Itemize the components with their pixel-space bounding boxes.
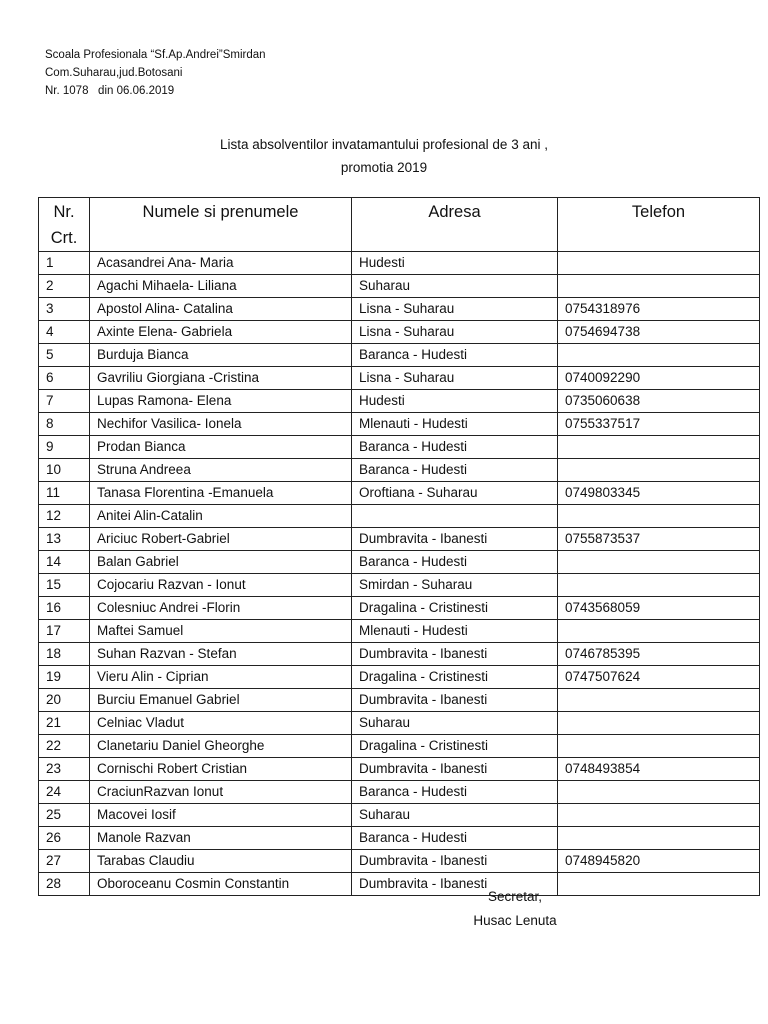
table-row — [39, 482, 760, 505]
row-number: 7 — [39, 390, 90, 413]
row-number: 10 — [39, 459, 90, 482]
row-number: 15 — [39, 574, 90, 597]
student-phone: 0743568059 — [558, 597, 760, 620]
table-body — [39, 252, 760, 896]
student-name: Acasandrei Ana- Maria — [90, 252, 352, 275]
student-address: Baranca - Hudesti — [352, 781, 558, 804]
row-number: 20 — [39, 689, 90, 712]
row-number: 2 — [39, 275, 90, 298]
header-phone: Telefon — [558, 198, 760, 252]
student-address — [352, 505, 558, 528]
student-phone — [558, 620, 760, 643]
student-phone: 0749803345 — [558, 482, 760, 505]
student-name: Prodan Bianca — [90, 436, 352, 459]
row-number: 8 — [39, 413, 90, 436]
student-phone — [558, 827, 760, 850]
row-number: 21 — [39, 712, 90, 735]
row-number: 22 — [39, 735, 90, 758]
table-row — [39, 367, 760, 390]
table-row — [39, 574, 760, 597]
header-crt: Crt. — [50, 229, 78, 247]
row-number: 23 — [39, 758, 90, 781]
table-row — [39, 827, 760, 850]
student-name: Struna Andreea — [90, 459, 352, 482]
table-row — [39, 758, 760, 781]
student-phone — [558, 436, 760, 459]
student-name: Burduja Bianca — [90, 344, 352, 367]
student-name: Celniac Vladut — [90, 712, 352, 735]
student-phone: 0747507624 — [558, 666, 760, 689]
table-row — [39, 873, 760, 896]
table-row — [39, 551, 760, 574]
student-name: Cornischi Robert Cristian — [90, 758, 352, 781]
table-row — [39, 344, 760, 367]
table-row — [39, 275, 760, 298]
school-address: Com.Suharau,jud.Botosani — [45, 67, 183, 79]
table-row — [39, 689, 760, 712]
student-address: Suharau — [352, 804, 558, 827]
table-row — [39, 781, 760, 804]
student-address: Smirdan - Suharau — [352, 574, 558, 597]
student-name: Vieru Alin - Ciprian — [90, 666, 352, 689]
row-number: 26 — [39, 827, 90, 850]
student-phone — [558, 574, 760, 597]
student-name: Axinte Elena- Gabriela — [90, 321, 352, 344]
row-number: 6 — [39, 367, 90, 390]
row-number: 9 — [39, 436, 90, 459]
student-address: Dumbravita - Ibanesti — [352, 689, 558, 712]
header-nr: Nr. — [53, 203, 75, 221]
student-phone — [558, 551, 760, 574]
student-name: Gavriliu Giorgiana -Cristina — [90, 367, 352, 390]
student-address: Dumbravita - Ibanesti — [352, 850, 558, 873]
student-name: Balan Gabriel — [90, 551, 352, 574]
student-address: Dumbravita - Ibanesti — [352, 758, 558, 781]
table-row — [39, 505, 760, 528]
row-number: 25 — [39, 804, 90, 827]
row-number: 4 — [39, 321, 90, 344]
student-name: Ariciuc Robert-Gabriel — [90, 528, 352, 551]
student-name: Lupas Ramona- Elena — [90, 390, 352, 413]
student-name: Macovei Iosif — [90, 804, 352, 827]
student-phone — [558, 712, 760, 735]
student-name: Nechifor Vasilica- Ionela — [90, 413, 352, 436]
header-address: Adresa — [352, 198, 558, 252]
table-row — [39, 804, 760, 827]
student-address: Dumbravita - Ibanesti — [352, 528, 558, 551]
table-row — [39, 528, 760, 551]
student-phone — [558, 689, 760, 712]
student-address: Suharau — [352, 712, 558, 735]
table-row — [39, 252, 760, 275]
student-phone: 0748493854 — [558, 758, 760, 781]
student-name: Suhan Razvan - Stefan — [90, 643, 352, 666]
student-phone — [558, 505, 760, 528]
student-name: Colesniuc Andrei -Florin — [90, 597, 352, 620]
row-number: 24 — [39, 781, 90, 804]
header-nr-crt — [39, 198, 90, 252]
student-address: Dragalina - Cristinesti — [352, 597, 558, 620]
row-number: 16 — [39, 597, 90, 620]
student-address: Hudesti — [352, 252, 558, 275]
student-address: Baranca - Hudesti — [352, 344, 558, 367]
student-phone — [558, 735, 760, 758]
student-address: Lisna - Suharau — [352, 321, 558, 344]
table-row — [39, 666, 760, 689]
table-row — [39, 735, 760, 758]
student-address: Mlenauti - Hudesti — [352, 620, 558, 643]
row-number: 28 — [39, 873, 90, 896]
student-phone — [558, 804, 760, 827]
student-address: Dragalina - Cristinesti — [352, 666, 558, 689]
row-number: 14 — [39, 551, 90, 574]
table-row — [39, 597, 760, 620]
table-row — [39, 436, 760, 459]
row-number: 12 — [39, 505, 90, 528]
student-name: Burciu Emanuel Gabriel — [90, 689, 352, 712]
student-name: Clanetariu Daniel Gheorghe — [90, 735, 352, 758]
row-number: 13 — [39, 528, 90, 551]
document-number: Nr. 1078 din 06.06.2019 — [45, 85, 175, 97]
student-phone — [558, 781, 760, 804]
graduates-table — [38, 197, 760, 896]
student-address: Hudesti — [352, 390, 558, 413]
student-name: Tarabas Claudiu — [90, 850, 352, 873]
student-name: Agachi Mihaela- Liliana — [90, 275, 352, 298]
school-name: Scoala Profesionala “Sf.Ap.Andrei”Smirdan — [45, 49, 266, 61]
student-phone: 0754318976 — [558, 298, 760, 321]
table-row — [39, 620, 760, 643]
row-number: 27 — [39, 850, 90, 873]
signature-role: Secretar, — [487, 889, 543, 904]
student-phone: 0755873537 — [558, 528, 760, 551]
student-address: Lisna - Suharau — [352, 298, 558, 321]
student-phone — [558, 459, 760, 482]
student-address: Baranca - Hudesti — [352, 459, 558, 482]
row-number: 18 — [39, 643, 90, 666]
student-address: Dumbravita - Ibanesti — [352, 873, 558, 896]
row-number: 19 — [39, 666, 90, 689]
student-name: CraciunRazvan Ionut — [90, 781, 352, 804]
table-row — [39, 390, 760, 413]
table-row — [39, 298, 760, 321]
table-row — [39, 459, 760, 482]
student-address: Dragalina - Cristinesti — [352, 735, 558, 758]
student-name: Cojocariu Razvan - Ionut — [90, 574, 352, 597]
student-address: Lisna - Suharau — [352, 367, 558, 390]
table-header-row — [39, 198, 760, 252]
student-phone: 0748945820 — [558, 850, 760, 873]
student-address: Dumbravita - Ibanesti — [352, 643, 558, 666]
table-row — [39, 712, 760, 735]
document-header — [45, 46, 266, 100]
student-phone — [558, 252, 760, 275]
student-name: Manole Razvan — [90, 827, 352, 850]
row-number: 1 — [39, 252, 90, 275]
student-phone: 0746785395 — [558, 643, 760, 666]
signature-block — [440, 885, 590, 933]
student-address: Oroftiana - Suharau — [352, 482, 558, 505]
row-number: 5 — [39, 344, 90, 367]
table-row — [39, 321, 760, 344]
student-phone: 0735060638 — [558, 390, 760, 413]
student-name: Maftei Samuel — [90, 620, 352, 643]
student-phone: 0740092290 — [558, 367, 760, 390]
signature-name: Husac Lenuta — [473, 913, 557, 928]
row-number: 17 — [39, 620, 90, 643]
header-name: Numele si prenumele — [90, 198, 352, 252]
title-line-2: promotia 2019 — [340, 160, 428, 175]
student-phone: 0755337517 — [558, 413, 760, 436]
student-address: Baranca - Hudesti — [352, 551, 558, 574]
student-address: Mlenauti - Hudesti — [352, 413, 558, 436]
table-row — [39, 643, 760, 666]
row-number: 3 — [39, 298, 90, 321]
student-address: Baranca - Hudesti — [352, 436, 558, 459]
student-phone: 0754694738 — [558, 321, 760, 344]
student-name: Anitei Alin-Catalin — [90, 505, 352, 528]
table-row — [39, 850, 760, 873]
student-phone — [558, 344, 760, 367]
student-name: Apostol Alina- Catalina — [90, 298, 352, 321]
student-name: Oboroceanu Cosmin Constantin — [90, 873, 352, 896]
student-name: Tanasa Florentina -Emanuela — [90, 482, 352, 505]
table-row — [39, 413, 760, 436]
title-line-1: Lista absolventilor invatamantului profesional de 3 ani , — [220, 137, 548, 152]
student-address: Suharau — [352, 275, 558, 298]
student-address: Baranca - Hudesti — [352, 827, 558, 850]
row-number: 11 — [39, 482, 90, 505]
student-phone — [558, 275, 760, 298]
document-title — [0, 133, 768, 179]
